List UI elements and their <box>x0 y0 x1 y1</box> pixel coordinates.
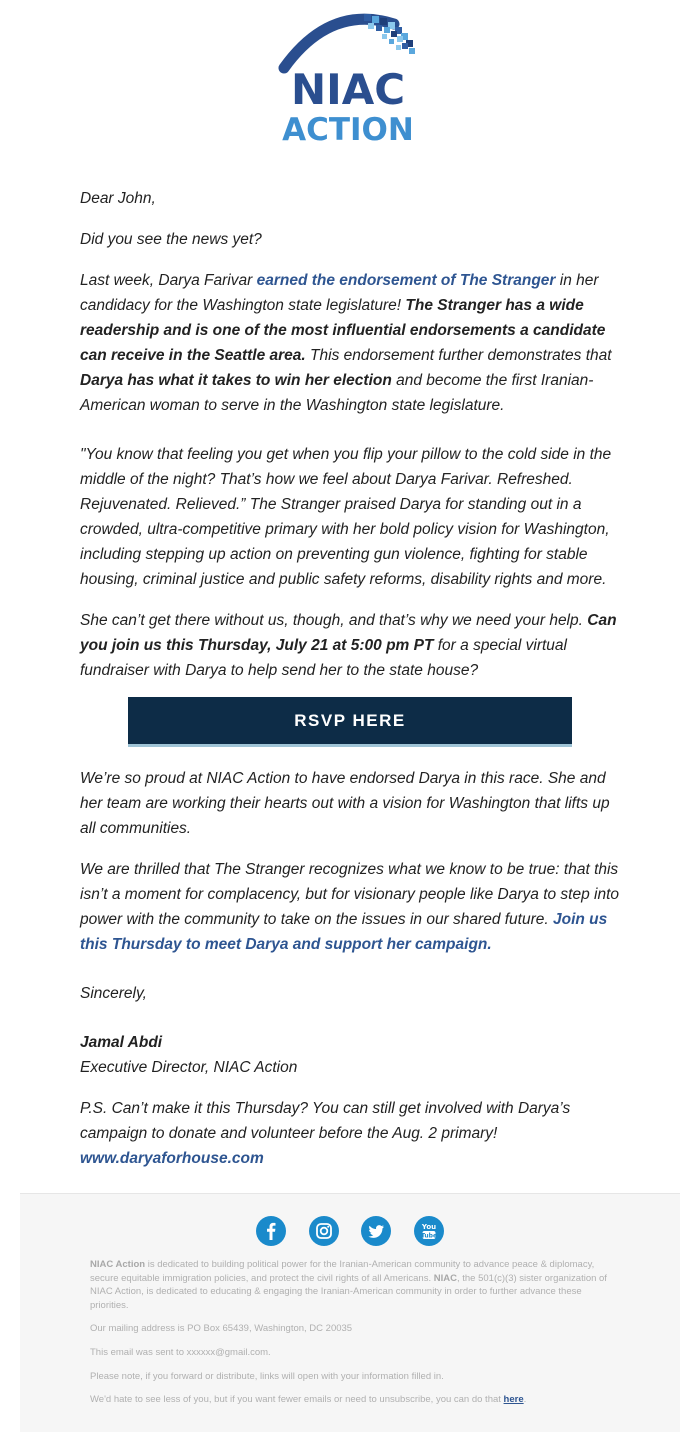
join-thursday-link[interactable]: Join us this Thursday to meet Darya and support her campaign <box>80 911 608 953</box>
closing: Sincerely, <box>80 985 147 1002</box>
footer-sent-to: This email was sent to xxxxxx@gmail.com. <box>90 1346 271 1358</box>
rsvp-button[interactable]: RSVP HERE <box>128 697 572 747</box>
svg-text:You: You <box>421 1223 436 1231</box>
footer-forward-note: Please note, if you forward or distribute, links will open with your information filled in. <box>90 1370 444 1382</box>
stranger-endorsement-link[interactable]: earned the endorsement of The Stranger <box>256 272 556 289</box>
logo-graphic <box>270 8 430 148</box>
footer <box>20 1193 680 1432</box>
footer-about: NIAC Action is dedicated to building political power for the Iranian-American community to advance peace & diplomacy, secure equitable immigration policies, and protect the civil rights of all Americans. NIAC, the 501(c)(3) sister organization of NIAC Action, is dedicated to educating & engaging the Iranian-American community in order to further advance these priorities. <box>90 1259 607 1311</box>
facebook-icon[interactable] <box>256 1216 286 1246</box>
footer-text <box>90 1258 610 1417</box>
signer-name: Jamal Abdi <box>80 1034 163 1051</box>
letter-body-bottom <box>80 766 625 1187</box>
instagram-icon[interactable] <box>309 1216 339 1246</box>
paragraph-1: Did you see the news yet? <box>80 231 262 248</box>
paragraph-4: She can’t get there without us, though, and that’s why we need your help. Can you join us this Thursday, July 21 at 5:00 pm PT for a special virtual fundraiser with Darya to help send her to the state house? <box>80 612 617 679</box>
paragraph-2: Last week, Darya Farivar earned the endorsement of The Stranger in her candidacy for the Washington state legislature! The Stranger has a wide readership and is one of the most influential endorsements a candidate can receive in the Seattle area. This endorsement further demonstrates that Darya has what it takes to win her election and become the first Iranian-American woman to serve in the Washington state legislature. <box>80 272 612 414</box>
social-links <box>20 1216 680 1246</box>
niac-action-logo[interactable] <box>0 8 700 148</box>
twitter-icon[interactable] <box>361 1216 391 1246</box>
postscript: P.S. Can’t make it this Thursday? You can still get involved with Darya’s campaign to donate and volunteer before the Aug. 2 primary! www.daryaforhouse.com <box>80 1100 571 1167</box>
logo-line1: NIAC <box>290 65 406 114</box>
rsvp-container <box>128 697 572 747</box>
darya-website-link[interactable]: www.daryaforhouse.com <box>80 1150 264 1167</box>
logo-line2: ACTION <box>282 112 414 148</box>
youtube-icon[interactable] <box>414 1216 444 1246</box>
footer-mailing-address: Our mailing address is PO Box 65439, Washington, DC 20035 <box>90 1323 353 1335</box>
quote-paragraph: "You know that feeling you get when you flip your pillow to the cold side in the middle of the night? That’s how we feel about Darya Farivar. Refreshed. Rejuvenated. Relieved.” The Stranger praised Darya for standing out in a crowded, ultra-competitive primary with her bold policy vision for Washington, including stepping up action on preventing gun violence, fighting for stable housing, criminal justice and public safety reforms, disability rights and more. <box>80 446 612 588</box>
unsubscribe-link[interactable]: here <box>503 1394 524 1406</box>
paragraph-6: We are thrilled that The Stranger recognizes what we know to be true: that this isn’t a moment for complacency, but for visionary people like Darya to step into power with the community to take on the issues in our shared future. Join us this Thursday to meet Darya and support her campaign. <box>80 861 620 953</box>
footer-unsubscribe: We'd hate to see less of you, but if you want fewer emails or need to unsubscribe, you can do that here. <box>90 1394 527 1406</box>
letter-body-top <box>80 186 625 699</box>
paragraph-5: We’re so proud at NIAC Action to have endorsed Darya in this race. She and her team are working their hearts out with a vision for Washington that lifts up all communities. <box>80 770 610 837</box>
svg-text:Tube: Tube <box>420 1232 437 1240</box>
signer-title: Executive Director, NIAC Action <box>80 1059 298 1076</box>
greeting: Dear John, <box>80 190 156 207</box>
